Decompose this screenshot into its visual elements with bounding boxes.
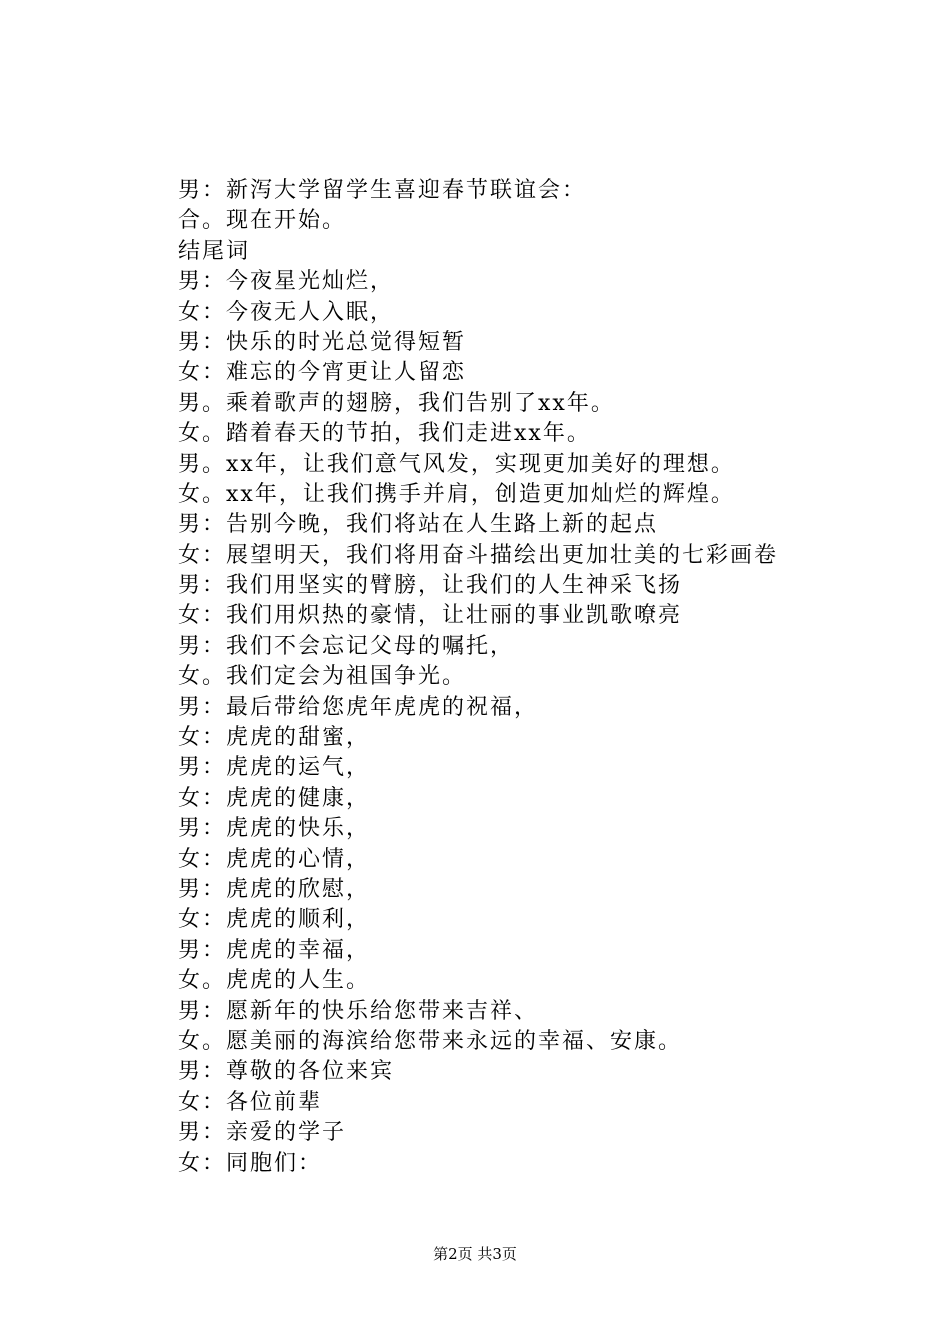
text-line: 男。乘着歌声的翅膀，我们告别了xx年。	[178, 390, 615, 416]
text-line: 女。我们定会为祖国争光。	[178, 664, 467, 690]
text-line: 女。踏着春天的节拍，我们走进xx年。	[178, 421, 591, 447]
text-line: 女。xx年，让我们携手并肩，创造更加灿烂的辉煌。	[178, 481, 735, 507]
text-line: 男：我们不会忘记父母的嘱托，	[178, 633, 515, 659]
text-line: 女：虎虎的顺利，	[178, 907, 371, 933]
text-line: 男：最后带给您虎年虎虎的祝福，	[178, 694, 539, 720]
text-line: 女：虎虎的甜蜜，	[178, 725, 371, 751]
text-line: 女：各位前辈	[178, 1089, 323, 1115]
text-line: 男：尊敬的各位来宾	[178, 1059, 395, 1085]
text-line: 男。xx年，让我们意气风发，实现更加美好的理想。	[178, 451, 735, 477]
text-line: 女：展望明天，我们将用奋斗描绘出更加壮美的七彩画卷	[178, 542, 779, 568]
text-line: 女：虎虎的心情，	[178, 846, 371, 872]
text-line: 男：虎虎的运气，	[178, 755, 371, 781]
text-line: 男：亲爱的学子	[178, 1120, 347, 1146]
text-line: 合。现在开始。	[178, 208, 347, 234]
text-line: 女：难忘的今宵更让人留恋	[178, 360, 467, 386]
text-line: 男：虎虎的快乐，	[178, 816, 371, 842]
text-line: 女：今夜无人入眠，	[178, 299, 395, 325]
text-line: 女：同胞们：	[178, 1150, 323, 1176]
text-line: 女。愿美丽的海滨给您带来永远的幸福、安康。	[178, 1028, 683, 1054]
text-line: 男：新泻大学留学生喜迎春节联谊会：	[178, 178, 587, 203]
document-body	[178, 176, 878, 1179]
text-line: 男：今夜星光灿烂，	[178, 269, 395, 295]
text-line: 结尾词	[178, 238, 251, 264]
text-line: 男：快乐的时光总觉得短暂	[178, 329, 467, 355]
text-line: 男：虎虎的欣慰，	[178, 876, 371, 902]
text-line: 男：虎虎的幸福，	[178, 937, 371, 963]
text-line: 女：虎虎的健康，	[178, 785, 371, 811]
text-line: 女：我们用炽热的豪情，让壮丽的事业凯歌嘹亮	[178, 603, 683, 629]
text-line: 女。虎虎的人生。	[178, 968, 371, 994]
text-line: 男：愿新年的快乐给您带来吉祥、	[178, 998, 539, 1024]
page-footer: 第2页 共3页	[433, 1245, 517, 1263]
text-line: 男：告别今晚，我们将站在人生路上新的起点	[178, 512, 659, 538]
text-line: 男：我们用坚实的臂膀，让我们的人生神采飞扬	[178, 573, 683, 599]
